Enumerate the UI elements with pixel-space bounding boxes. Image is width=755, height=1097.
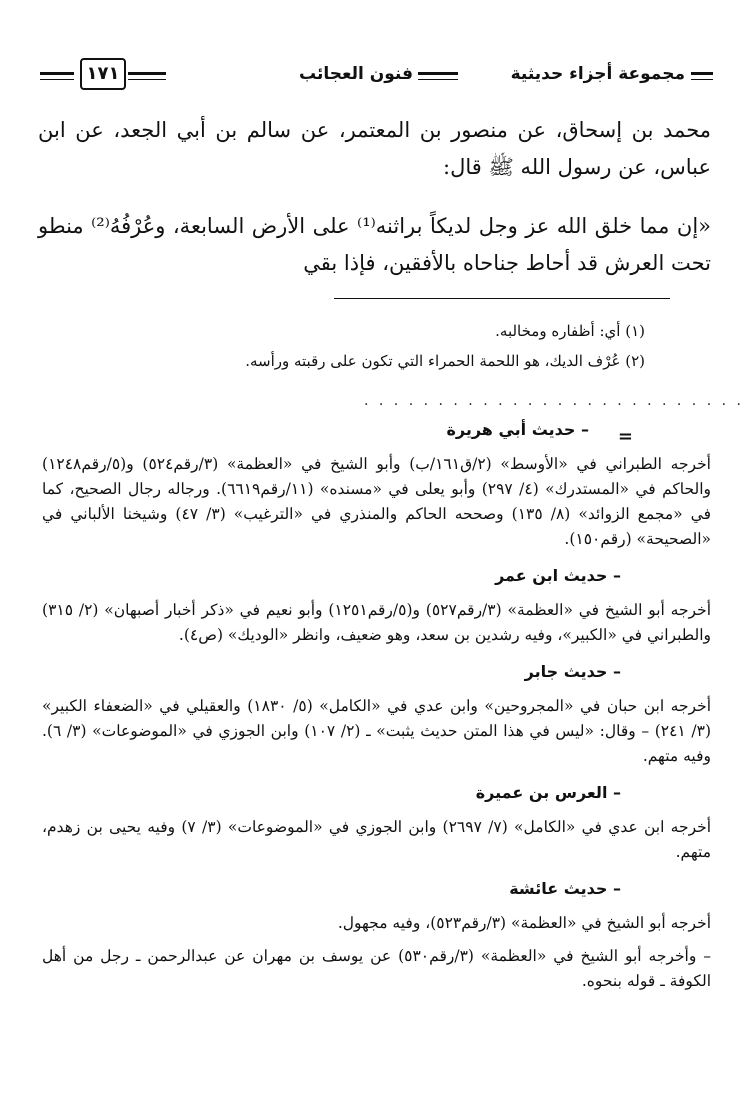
- takhrij-paragraph: أخرجه الطبراني في «الأوسط» (٢/ق١٦١/ب) وأبو الشيخ في «العظمة» (٣/رقم٥٢٤) و(٥/رقم١٢٤٨) والحاكم في «المستدرك» (٤/ ٢٩٧) وأبو يعلى في «مسنده» (١١/رقم٦٦١٩). ورجاله رجال الصحيح، كما في «مجمع الزوائد» (٨/ ١٣٥) وصححه الحاكم والمنذري في «الترغيب» (٣/ ٤٧) وشيخنا الألباني في «الصحيحة» (رقم١٥٠).: [42, 455, 712, 548]
- footnote-1: (١) أي: أظفاره ومخالبه.: [495, 322, 645, 340]
- section-heading-abu-hurayra: – حديث أبي هريرة: [446, 420, 589, 439]
- takhrij-paragraph: أخرجه أبو الشيخ في «العظمة» (٣/رقم٥٢٧) و(٥/رقم١٢٥١) وأبو نعيم في «ذكر أخبار أصبهان» (٢/ ٣١٥) والطبراني في «الكبير»، وفيه رشدين بن سعد، وهو ضعيف، وانظر «الوديك» (ص٤).: [42, 601, 711, 644]
- dotted-separator: . . . . . . . . . . . . . . . . . . . . . . . . . .: [364, 393, 744, 409]
- takhrij-paragraph: – وأخرجه أبو الشيخ في «العظمة» (٣/رقم٥٣٠) عن يوسف بن مهران عن عبدالرحمن ـ رجل من أهل الكوفة ـ قوله بنحوه.: [42, 947, 711, 990]
- collection-title: مجموعة أجزاء حديثية: [510, 64, 685, 84]
- footnote-separator: [334, 298, 670, 299]
- header-rule: [128, 72, 166, 80]
- footnotes: [60, 316, 645, 376]
- main-text: [38, 112, 711, 282]
- page-number: ١٧١: [80, 58, 126, 90]
- takhrij-paragraph: أخرجه أبو الشيخ في «العظمة» (٣/رقم٥٢٣)، وفيه مجهول.: [337, 914, 711, 932]
- section-heading-jabir: – حديث جابر: [524, 662, 621, 681]
- section-heading-urs: – العرس بن عميرة: [475, 783, 621, 802]
- header-rule: [418, 72, 458, 80]
- takhrij-paragraph: أخرجه ابن عدي في «الكامل» (٧/ ٢٦٩٧) وابن الجوزي في «الموضوعات» (٣/ ٧) وفيه يحيى بن زهدم، متهم.: [42, 818, 712, 861]
- takhrij-paragraph: أخرجه ابن حبان في «المجروحين» وابن عدي في «الكامل» (٥/ ١٨٣٠) والعقيلي في «الضعفاء الكبير» (٣/ ٢٤١) – وقال: «ليس في هذا المتن حديث يثبت» ـ (٢/ ١٠٧) وابن الجوزي في «الموضوعات» (٣/ ٦). وفيه متهم.: [42, 697, 712, 765]
- section-heading-aisha: – حديث عائشة: [509, 879, 621, 898]
- footnote-2: (٢) عُرْف الديك، هو اللحمة الحمراء التي تكون على رقبته ورأسه.: [245, 352, 645, 370]
- header-rule: [691, 72, 713, 80]
- running-header: [40, 62, 713, 92]
- section-heading-ibn-umar: – حديث ابن عمر: [495, 566, 621, 585]
- section-marker: =: [617, 426, 633, 447]
- isnad-paragraph: محمد بن إسحاق، عن منصور بن المعتمر، عن سالم بن أبي الجعد، عن ابن عباس، عن رسول الله ﷺ قال:: [38, 118, 711, 179]
- takhrij-section: [42, 414, 711, 1002]
- book-title: فنون العجائب: [299, 64, 413, 84]
- hadith-paragraph: «إن مما خلق الله عز وجل لديكاً براثنه⁽¹⁾ على الأرض السابعة، وعُرْفُهُ⁽²⁾ منطو تحت العرش قد أحاط جناحاه بالأفقين، فإذا بقي: [38, 214, 712, 275]
- header-rule: [40, 72, 74, 80]
